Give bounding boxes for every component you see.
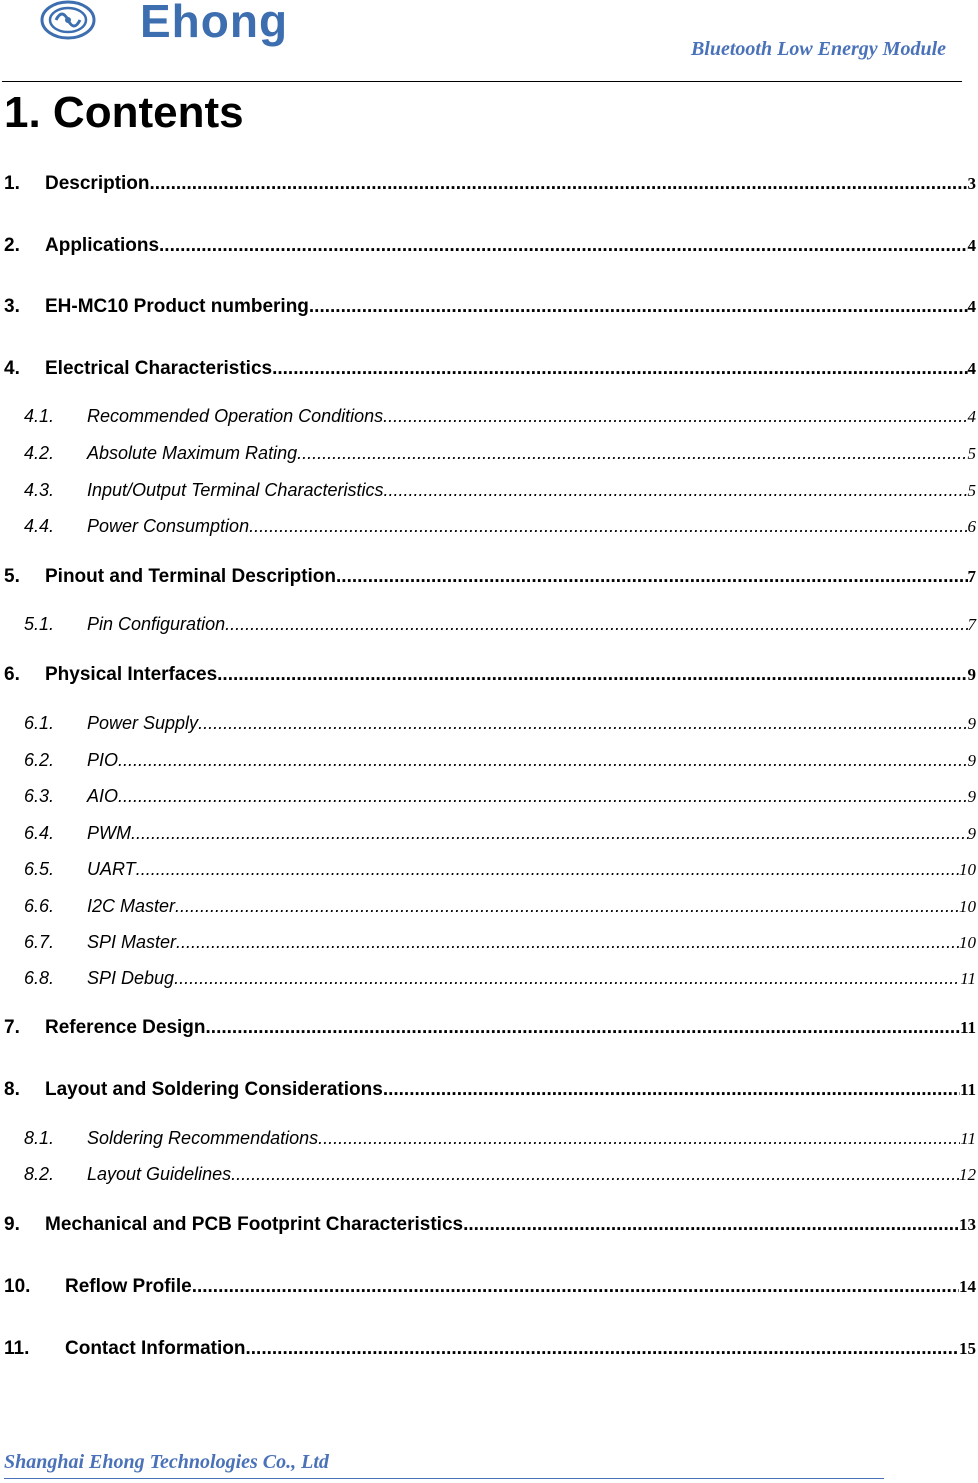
toc-leader <box>192 1276 959 1298</box>
toc-number: 5.1. <box>24 614 55 634</box>
toc-number: 11. <box>4 1338 30 1359</box>
toc-entry[interactable] <box>0 859 978 880</box>
toc-leader <box>206 1017 960 1039</box>
toc-leader <box>383 1079 960 1101</box>
toc-entry[interactable] <box>0 406 978 427</box>
toc-entry[interactable] <box>0 480 978 501</box>
toc-leader <box>136 859 959 880</box>
toc-page: 5 <box>967 444 976 463</box>
header-divider <box>2 81 962 82</box>
toc-title: SPI Debug <box>87 968 175 988</box>
toc-entry[interactable] <box>0 516 978 537</box>
toc-number: 7. <box>4 1017 20 1038</box>
toc-title: Layout and Soldering Considerations <box>45 1079 383 1100</box>
toc-title: Contact Information <box>65 1338 246 1359</box>
toc-number: 6.8. <box>24 968 55 988</box>
toc-leader <box>463 1214 959 1236</box>
toc-leader <box>225 614 967 635</box>
toc-title: Power Consumption <box>87 516 250 536</box>
toc-title: PWM <box>87 823 131 843</box>
toc-entry[interactable] <box>0 1017 978 1039</box>
toc-page: 4 <box>967 236 976 255</box>
toc-entry[interactable] <box>0 664 978 686</box>
toc-page: 10 <box>959 897 976 916</box>
toc-entry[interactable] <box>0 358 978 380</box>
toc-number: 5. <box>4 566 20 587</box>
toc-page: 9 <box>967 751 976 770</box>
module-title: Bluetooth Low Energy Module <box>690 38 946 60</box>
toc-number: 8.2. <box>24 1164 55 1184</box>
toc-page: 12 <box>959 1165 976 1184</box>
toc-leader <box>174 968 960 989</box>
toc-title: SPI Master <box>87 932 177 952</box>
toc-leader <box>131 823 968 844</box>
toc-page: 14 <box>959 1277 976 1296</box>
toc-leader <box>249 516 967 537</box>
page-title: 1. Contents <box>4 88 244 137</box>
logo-emblem-icon <box>38 0 98 44</box>
toc-leader <box>297 443 967 464</box>
toc-number: 4.2. <box>24 443 55 463</box>
toc-title: Pinout and Terminal Description <box>45 566 337 587</box>
toc-title: Physical Interfaces <box>45 664 218 685</box>
company-logo <box>38 0 289 47</box>
toc-number: 6.1. <box>24 713 55 733</box>
toc-leader <box>159 235 967 257</box>
toc-entry[interactable] <box>0 296 978 318</box>
toc-number: 6.5. <box>24 859 55 879</box>
toc-page: 3 <box>967 174 976 193</box>
toc-number: 4.4. <box>24 516 55 536</box>
toc-title: Layout Guidelines <box>87 1164 232 1184</box>
toc-entry[interactable] <box>0 713 978 734</box>
toc-number: 6.7. <box>24 932 55 952</box>
toc-page: 11 <box>959 1018 976 1037</box>
toc-page: 11 <box>960 969 976 988</box>
toc-entry[interactable] <box>0 1276 978 1298</box>
toc-number: 4. <box>4 358 20 379</box>
logo-wordmark: Ehong <box>140 0 289 47</box>
toc-entry[interactable] <box>0 173 978 195</box>
toc-title: Description <box>45 173 150 194</box>
toc-entry[interactable] <box>0 786 978 807</box>
toc-number: 9. <box>4 1214 20 1235</box>
toc-title: Power Supply <box>87 713 199 733</box>
toc-title: Pin Configuration <box>87 614 226 634</box>
toc-title: Electrical Characteristics <box>45 358 273 379</box>
toc-leader <box>118 750 967 771</box>
toc-title: Soldering Recommendations <box>87 1128 319 1148</box>
toc-leader <box>309 296 968 318</box>
toc-title: Input/Output Terminal Characteristics <box>87 480 384 500</box>
footer-divider <box>4 1478 884 1479</box>
toc-entry[interactable] <box>0 614 978 635</box>
toc-number: 10. <box>4 1276 31 1297</box>
toc-number: 4.1. <box>24 406 55 426</box>
toc-title: I2C Master <box>87 896 176 916</box>
toc-number: 8. <box>4 1079 20 1100</box>
footer-company: Shanghai Ehong Technologies Co., Ltd <box>4 1451 329 1473</box>
toc-title: Applications <box>45 235 160 256</box>
toc-number: 6.6. <box>24 896 55 916</box>
toc-entry[interactable] <box>0 896 978 917</box>
toc-number: 6.2. <box>24 750 55 770</box>
toc-number: 2. <box>4 235 20 256</box>
toc-page: 9 <box>967 824 976 843</box>
toc-number: 6.4. <box>24 823 55 843</box>
toc-page: 6 <box>967 517 976 536</box>
toc-entry[interactable] <box>0 750 978 771</box>
toc-title: UART <box>87 859 136 879</box>
toc-entry[interactable] <box>0 1214 978 1236</box>
toc-leader <box>246 1338 960 1360</box>
toc-page: 10 <box>959 860 976 879</box>
toc-title: Reflow Profile <box>65 1276 192 1297</box>
toc-leader <box>272 358 967 380</box>
toc-leader <box>383 480 967 501</box>
toc-page: 9 <box>967 714 976 733</box>
toc-entry[interactable] <box>0 566 978 588</box>
toc-title: Reference Design <box>45 1017 206 1038</box>
toc-entry[interactable] <box>0 968 978 989</box>
toc-page: 4 <box>967 297 976 316</box>
toc-title: Recommended Operation Conditions <box>87 406 384 426</box>
toc-number: 6.3. <box>24 786 55 806</box>
toc-page: 10 <box>959 933 976 952</box>
toc-entry[interactable] <box>0 235 978 257</box>
toc-leader <box>150 173 968 195</box>
toc-number: 3. <box>4 296 20 317</box>
toc-leader <box>175 896 959 917</box>
toc-page: 7 <box>967 615 976 634</box>
toc-entry[interactable] <box>0 443 978 464</box>
toc-page: 4 <box>967 407 976 426</box>
toc-page: 9 <box>967 665 976 684</box>
toc-title: Absolute Maximum Rating <box>87 443 298 463</box>
toc-leader <box>318 1128 960 1149</box>
toc-page: 11 <box>960 1129 976 1148</box>
toc-title: AIO <box>87 786 119 806</box>
toc-entry[interactable] <box>0 823 978 844</box>
toc-leader <box>176 932 959 953</box>
toc-page: 15 <box>959 1339 976 1358</box>
toc-page: 11 <box>959 1080 976 1099</box>
toc-leader <box>198 713 967 734</box>
toc-page: 13 <box>959 1215 976 1234</box>
toc-entry[interactable] <box>0 1128 978 1149</box>
toc-page: 5 <box>967 481 976 500</box>
toc-number: 4.3. <box>24 480 55 500</box>
toc-leader <box>231 1164 959 1185</box>
toc-entry[interactable] <box>0 1079 978 1101</box>
toc-page: 9 <box>967 787 976 806</box>
toc-title: EH-MC10 Product numbering <box>45 296 309 317</box>
toc-leader <box>217 664 967 686</box>
toc-leader <box>118 786 967 807</box>
toc-entry[interactable] <box>0 1338 978 1360</box>
toc-page: 7 <box>967 567 976 586</box>
toc-title: PIO <box>87 750 119 770</box>
toc-page: 4 <box>967 359 976 378</box>
toc-entry[interactable] <box>0 932 978 953</box>
toc-number: 6. <box>4 664 20 685</box>
toc-entry[interactable] <box>0 1164 978 1185</box>
toc-title: Mechanical and PCB Footprint Characteristics <box>45 1214 464 1235</box>
toc-number: 1. <box>4 173 20 194</box>
toc-leader <box>383 406 967 427</box>
toc-leader <box>336 566 967 588</box>
toc-number: 8.1. <box>24 1128 55 1148</box>
